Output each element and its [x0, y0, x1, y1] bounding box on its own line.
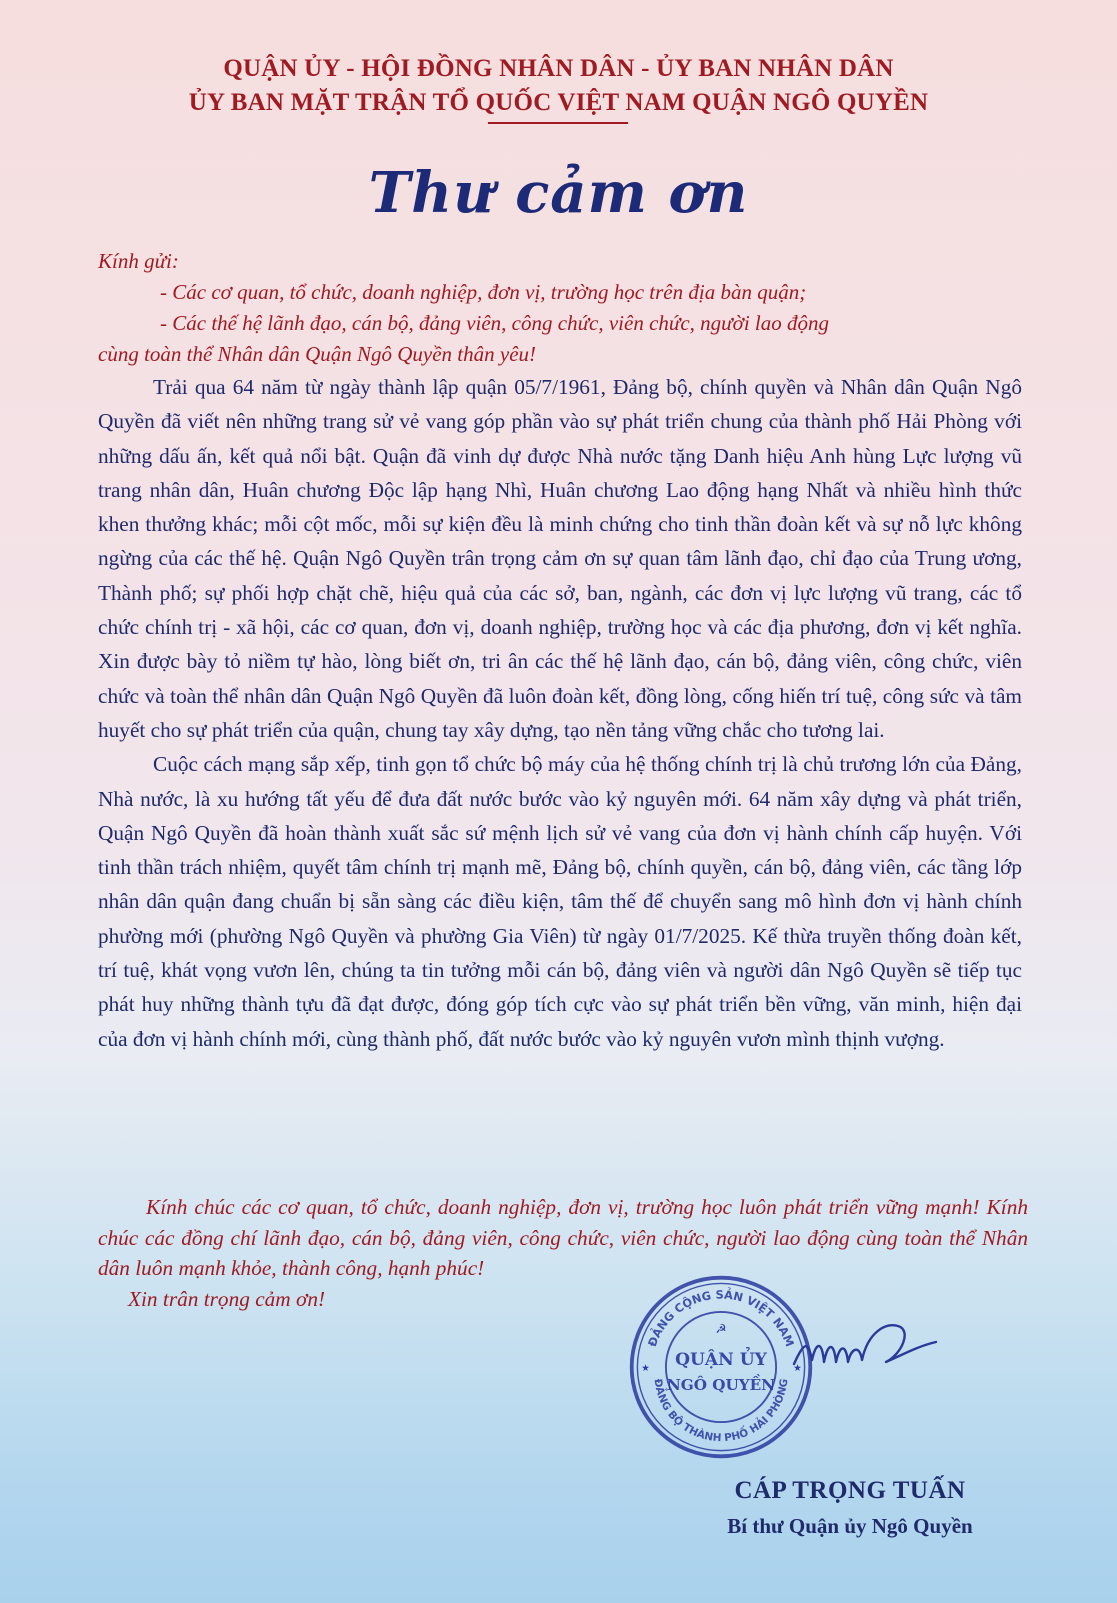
salutation-recipient-1: - Các cơ quan, tổ chức, doanh nghiệp, đơn vị, trường học trên địa bàn quận; [160, 280, 807, 304]
signer-name: CÁP TRỌNG TUẤN [734, 1477, 966, 1504]
header-divider [488, 122, 628, 124]
salutation-recipient-3: cùng toàn thể Nhân dân Quận Ngô Quyền thân yêu! [98, 342, 537, 366]
seal-star-icon: ★ [641, 1363, 650, 1374]
signer-title: Bí thư Quận ủy Ngô Quyền [727, 1514, 973, 1538]
body-paragraph-2: Cuộc cách mạng sắp xếp, tinh gọn tổ chức bộ máy của hệ thống chính trị là chủ trương lớn của Đảng, Nhà nước, là xu hướng tất yếu để đưa đất nước bước vào kỷ nguyên mới. 64 năm xây dựng và phát triển, Quận Ngô Quyền đã hoàn thành xuất sắc sứ mệnh lịch sử vẻ vang của đơn vị hành chính cấp huyện. Với tinh thần trách nhiệm, quyết tâm chính trị mạnh mẽ, Đảng bộ, chính quyền, cán bộ, đảng viên, các tầng lớp nhân dân quận đang chuẩn bị sẵn sàng các điều kiện, tâm thế để chuyển sang mô hình đơn vị hành chính phường mới (phường Ngô Quyền và phường Gia Viên) từ ngày 01/7/2025. Kế thừa truyền thống đoàn kết, trí tuệ, khát vọng vươn lên, chúng ta tin tưởng mỗi cán bộ, đảng viên và người dân Ngô Quyền sẽ tiếp tục phát huy những thành tựu đã đạt được, đóng góp tích cực vào sự phát triển bền vững, văn minh, hiện đại của đơn vị hành chính mới, cùng thành phố, đất nước bước vào kỷ nguyên vươn mình thịnh vượng. [98, 752, 1022, 1051]
seal-center-line-1: QUẬN ỦY [675, 1350, 767, 1371]
seal-star-icon: ★ [793, 1363, 802, 1374]
seal-center-line-2: NGÔ QUYỀN [666, 1375, 776, 1394]
salutation-recipient-2: - Các thế hệ lãnh đạo, cán bộ, đảng viên, công chức, viên chức, người lao động [160, 311, 829, 335]
seal-ring-top-text: ĐẢNG CỘNG SẢN VIỆT NAM [644, 1287, 798, 1349]
body-paragraph-1: Trải qua 64 năm từ ngày thành lập quận 05/7/1961, Đảng bộ, chính quyền và Nhân dân Quận Ngô Quyền đã viết nên những trang sử vẻ vang góp phần vào sự phát triển chung của thành phố Hải Phòng với những dấu ấn, kết quả nổi bật. Quận đã vinh dự được Nhà nước tặng Danh hiệu Anh hùng Lực lượng vũ trang nhân dân, Huân chương Độc lập hạng Nhì, Huân chương Lao động hạng Nhất và nhiều hình thức khen thưởng khác; mỗi cột mốc, mỗi sự kiện đều là minh chứng cho tinh thần đoàn kết và sự nỗ lực không ngừng của các thế hệ. Quận Ngô Quyền trân trọng cảm ơn sự quan tâm lãnh đạo, chỉ đạo của Trung ương, Thành phố; sự phối hợp chặt chẽ, hiệu quả của các sở, ban, ngành, các đơn vị lực lượng vũ trang, các tổ chức chính trị - xã hội, các cơ quan, đơn vị, doanh nghiệp, trường học và các địa phương, đơn vị kết nghĩa. Xin được bày tỏ niềm tự hào, lòng biết ơn, tri ân các thế hệ lãnh đạo, cán bộ, đảng viên, công chức, viên chức và toàn thể nhân dân Quận Ngô Quyền đã luôn đoàn kết, đồng lòng, cống hiến trí tuệ, công sức và tâm huyết cho sự phát triển của quận, chung tay xây dựng, tạo nền tảng vững chắc cho tương lai. [98, 375, 1022, 742]
handwritten-signature [790, 1312, 940, 1382]
letter-header [0, 52, 1117, 120]
signer-block [690, 1474, 1010, 1542]
letter-body [98, 370, 1022, 1056]
seal-ring-bottom-text: ĐẢNG BỘ THÀNH PHỐ HẢI PHÒNG [651, 1377, 791, 1445]
closing-wishes: Kính chúc các cơ quan, tổ chức, doanh nghiệp, đơn vị, trường học luôn phát triển vững mạnh! Kính chúc các đồng chí lãnh đạo, cán bộ, đảng viên, công chức, viên chức, người lao động cùng toàn thể Nhân dân luôn mạnh khỏe, thành công, hạnh phúc! [98, 1195, 1028, 1280]
header-line-2: ỦY BAN MẶT TRẬN TỔ QUỐC VIỆT NAM QUẬN NGÔ QUYỀN [188, 89, 929, 116]
header-line-1: QUẬN ỦY - HỘI ĐỒNG NHÂN DÂN - ỦY BAN NHÂN DÂN [223, 55, 894, 82]
closing-thanks: Xin trân trọng cảm ơn! [128, 1286, 326, 1311]
closing-block [98, 1192, 1028, 1314]
letter-title: Thư cảm ơn [368, 160, 749, 226]
salutation-block [98, 246, 1028, 370]
official-seal [626, 1272, 816, 1462]
salutation-greeting: Kính gửi: [98, 249, 179, 273]
hammer-sickle-icon: ☭ [715, 1321, 727, 1336]
